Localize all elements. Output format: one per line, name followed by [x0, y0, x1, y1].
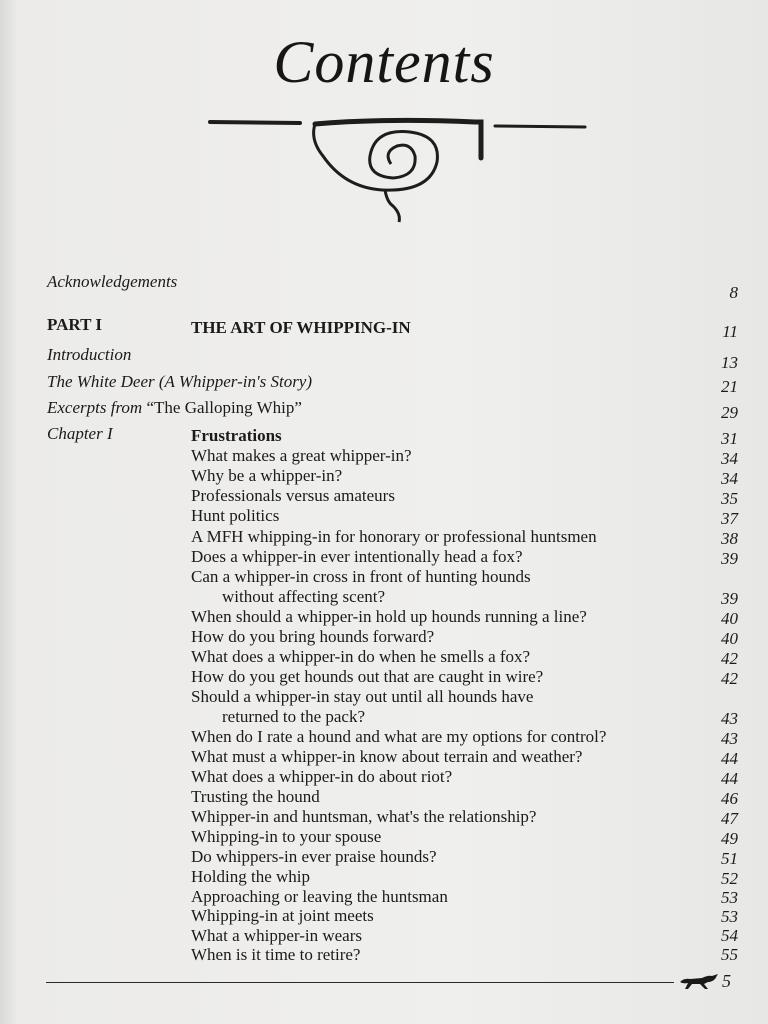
- toc-entry: Does a whipper-in ever intentionally head a fox?: [191, 547, 523, 566]
- toc-page-number: 8: [729, 283, 738, 302]
- toc-page-number: 55: [721, 945, 738, 964]
- excerpts-prefix: Excerpts from: [47, 398, 143, 417]
- toc-page-number: 35: [721, 489, 738, 508]
- toc-page-number: 34: [721, 449, 738, 468]
- toc-entry: How do you get hounds out that are caught in wire?: [191, 667, 544, 686]
- toc-entry: Trusting the hound: [191, 787, 320, 806]
- toc-entry: Should a whipper-in stay out until all hounds have: [191, 687, 534, 706]
- part-title: THE ART OF WHIPPING-IN: [191, 318, 411, 337]
- toc-page-number: 53: [721, 888, 738, 907]
- toc-entry: What does a whipper-in do about riot?: [191, 767, 453, 786]
- toc-introduction: Introduction: [47, 345, 132, 364]
- toc-page-number: 44: [721, 769, 738, 788]
- toc-page-number: 52: [721, 869, 738, 888]
- toc-entry: How do you bring hounds forward?: [191, 627, 435, 646]
- toc-page-number: 47: [721, 809, 738, 828]
- toc-page-number: 40: [721, 629, 738, 648]
- toc-excerpts: [47, 398, 302, 418]
- toc-page-number: 44: [721, 749, 738, 768]
- running-hound-icon: [678, 970, 720, 992]
- toc-entry: What must a whipper-in know about terrain and weather?: [191, 747, 583, 766]
- coiled-whip-icon: [205, 110, 595, 230]
- toc-entry: What makes a great whipper-in?: [191, 446, 412, 465]
- toc-page-number: 42: [721, 669, 738, 688]
- toc-page-number: 21: [721, 377, 738, 396]
- toc-entry: Approaching or leaving the huntsman: [191, 887, 448, 906]
- toc-entry: Professionals versus amateurs: [191, 486, 395, 505]
- toc-page-number: 39: [721, 549, 738, 568]
- toc-page-number: 38: [721, 529, 738, 548]
- toc-entry: Holding the whip: [191, 867, 310, 886]
- toc-entry: Hunt politics: [191, 506, 280, 525]
- toc-entry: Whipping-in to your spouse: [191, 827, 382, 846]
- chapter-label: Chapter I: [47, 424, 113, 443]
- toc-page-number: 37: [721, 509, 738, 528]
- toc-white-deer: The White Deer (A Whipper-in's Story): [47, 372, 313, 391]
- excerpts-title: “The Galloping Whip”: [146, 398, 302, 417]
- toc-entry: When do I rate a hound and what are my options for control?: [191, 727, 607, 746]
- toc-page-number: 54: [721, 926, 738, 945]
- toc-entry: When should a whipper-in hold up hounds running a line?: [191, 607, 587, 626]
- toc-page-number: 53: [721, 907, 738, 926]
- footer-rule: [46, 982, 674, 983]
- toc-page-number: 51: [721, 849, 738, 868]
- page-number: 5: [722, 971, 731, 991]
- toc-page-number: 34: [721, 469, 738, 488]
- toc-entry: Can a whipper-in cross in front of hunting hounds: [191, 567, 531, 586]
- part-number: PART I: [47, 315, 102, 334]
- toc-entry: When is it time to retire?: [191, 945, 361, 964]
- toc-page-number: 39: [721, 589, 738, 608]
- toc-entry: Do whippers-in ever praise hounds?: [191, 847, 437, 866]
- toc-acknowledgements: Acknowledgements: [47, 272, 178, 291]
- toc-page-number: 11: [722, 322, 738, 341]
- toc-entry: What a whipper-in wears: [191, 926, 363, 945]
- toc-entry: Why be a whipper-in?: [191, 466, 343, 485]
- toc-page-number: 49: [721, 829, 738, 848]
- toc-entry: Whipping-in at joint meets: [191, 906, 374, 925]
- toc-page-number: 43: [721, 729, 738, 748]
- toc-page-number: 40: [721, 609, 738, 628]
- toc-page-number: 13: [721, 353, 738, 372]
- toc-page-number: 42: [721, 649, 738, 668]
- toc-entry: What does a whipper-in do when he smells a fox?: [191, 647, 531, 666]
- toc-entry-continuation: returned to the pack?: [222, 707, 366, 726]
- toc-entry: Whipper-in and huntsman, what's the relationship?: [191, 807, 537, 826]
- toc-page-number: 31: [721, 429, 738, 448]
- toc-page-number: 43: [721, 709, 738, 728]
- toc-entry-continuation: without affecting scent?: [222, 587, 386, 606]
- toc-entry: A MFH whipping-in for honorary or professional huntsmen: [191, 527, 597, 546]
- page-title: Contents: [273, 29, 495, 95]
- toc-page-number: 29: [721, 403, 738, 422]
- toc-page-number: 46: [721, 789, 738, 808]
- chapter-title: Frustrations: [191, 426, 282, 445]
